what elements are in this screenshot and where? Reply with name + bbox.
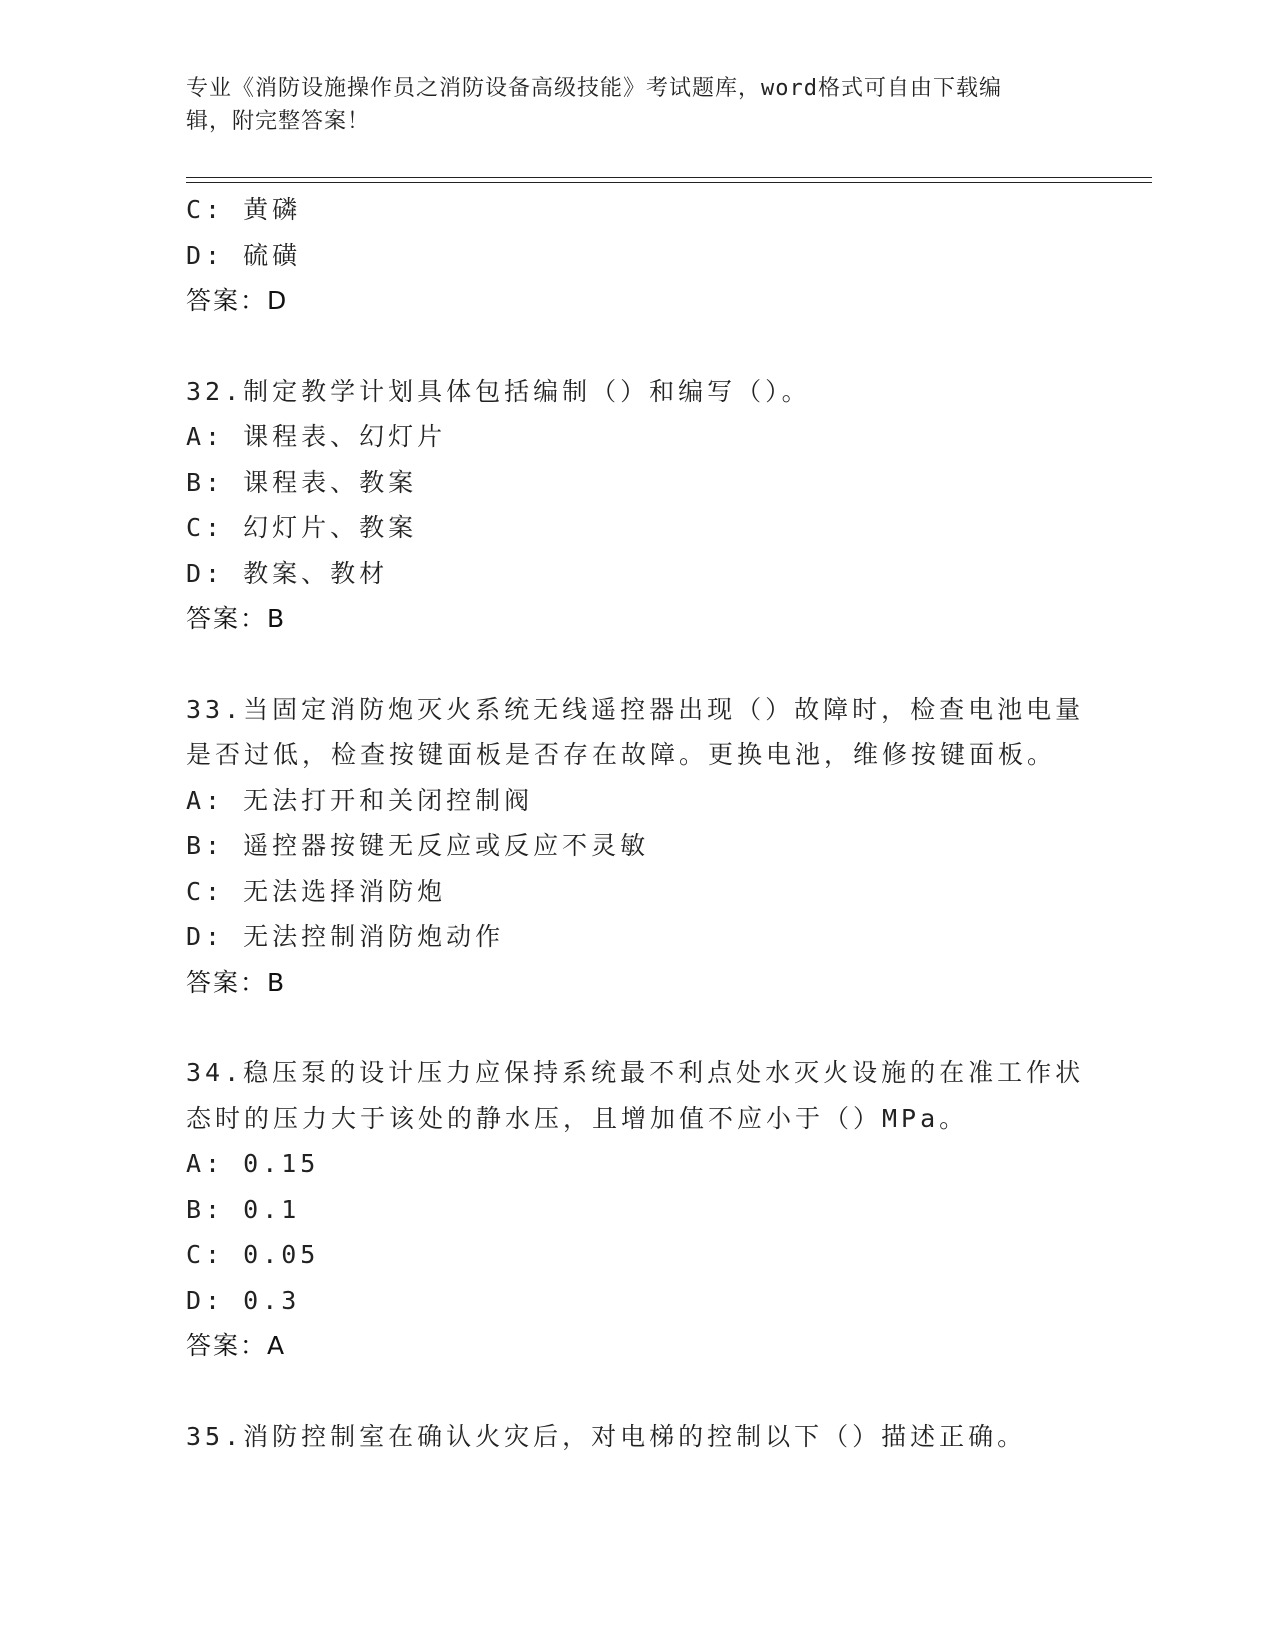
option-d: D: 0.3	[186, 1285, 301, 1315]
option-d: D: 无法控制消防炮动作	[186, 922, 505, 951]
option-c: C: 无法选择消防炮	[186, 876, 447, 906]
question-34	[186, 1050, 1086, 1369]
option-c: C: 0.05	[186, 1240, 320, 1269]
option-a: A: 0.15	[186, 1149, 320, 1178]
option-c: C: 黄磷	[186, 195, 302, 224]
question-stem: 34.稳压泵的设计压力应保持系统最不利点处水灭火设施的在准工作状	[186, 1058, 1085, 1087]
header-line-1: 专业《消防设施操作员之消防设备高级技能》考试题库，word格式可自由下载编	[186, 76, 1002, 101]
question-stem-cont: 是否过低，检查按键面板是否存在故障。更换电池，维修按键面板。	[186, 740, 1057, 769]
header-rule-top	[186, 177, 1152, 178]
answer: 答案：B	[186, 967, 287, 997]
option-b: B: 遥控器按键无反应或反应不灵敏	[186, 831, 650, 860]
option-c: C: 幻灯片、教案	[186, 513, 418, 542]
question-stem: 35.消防控制室在确认火灾后，对电梯的控制以下（）描述正确。	[186, 1421, 1027, 1451]
question-stem-cont: 态时的压力大于该处的静水压，且增加值不应小于（）MPa。	[186, 1103, 969, 1133]
question-33	[186, 687, 1086, 1006]
question-stem: 33.当固定消防炮灭火系统无线遥控器出现（）故障时，检查电池电量	[186, 694, 1085, 724]
option-a: A: 无法打开和关闭控制阀	[186, 785, 534, 815]
header-rule-bottom	[186, 182, 1152, 183]
document-header	[186, 72, 1066, 138]
option-a: A: 课程表、幻灯片	[186, 422, 447, 451]
answer: 答案：A	[186, 1331, 287, 1360]
question-32	[186, 369, 1086, 642]
option-d: D: 硫磺	[186, 240, 302, 270]
question-list	[186, 187, 1086, 1459]
header-line-2: 辑，附完整答案！	[186, 109, 371, 134]
question-stem: 32.制定教学计划具体包括编制（）和编写（）。	[186, 376, 811, 406]
option-b: B: 课程表、教案	[186, 467, 418, 497]
option-b: B: 0.1	[186, 1194, 301, 1224]
question-prev	[186, 187, 1086, 324]
option-d: D: 教案、教材	[186, 558, 389, 588]
answer: 答案：B	[186, 604, 287, 633]
question-35	[186, 1414, 1086, 1460]
answer: 答案：D	[186, 286, 289, 315]
